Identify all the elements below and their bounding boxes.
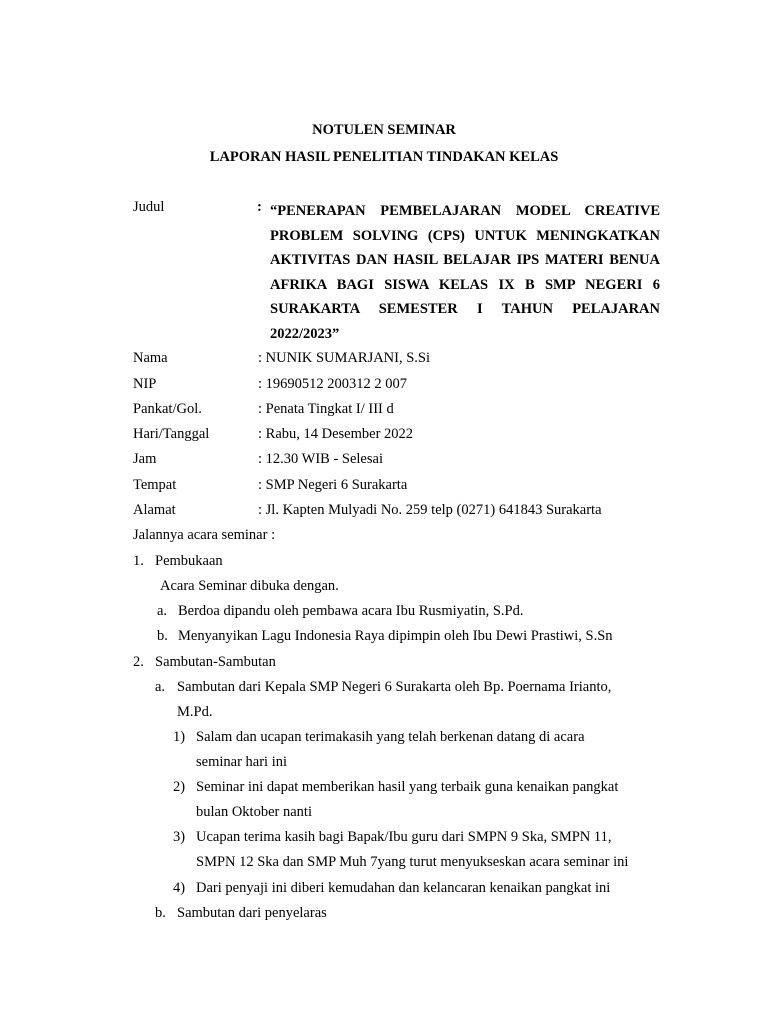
section-2-b-letter: b. [155,905,166,921]
info-value-tempat: : SMP Negeri 6 Surakarta [258,477,408,493]
section-1-number: 1. [133,553,144,569]
sub-item-4-line1: Dari penyaji ini diberi kemudahan dan kelancaran kenaikan pangkat ini [196,880,611,896]
document-title: NOTULEN SEMINAR [312,122,456,138]
section-2-a-line1: Sambutan dari Kepala SMP Negeri 6 Surakarta oleh Bp. Poernama Irianto, [177,679,612,695]
judul-label: Judul [133,199,165,215]
judul-separator: : [257,199,262,215]
sub-item-1-number: 1) [173,729,186,745]
sub-item-1-line2: seminar hari ini [196,754,288,770]
info-label-alamat: Alamat [133,502,176,518]
section-1-a-letter: a. [157,603,168,619]
info-value-nama: : NUNIK SUMARJANI, S.Si [258,350,431,366]
sub-item-2-number: 2) [173,779,186,795]
info-label-hari-tanggal: Hari/Tanggal [133,426,210,442]
section-2-a-line2: M.Pd. [177,704,213,720]
section-2-a-letter: a. [155,679,166,695]
section-2-number: 2. [133,654,144,670]
sub-item-1-line1: Salam dan ucapan terimakasih yang telah berkenan datang di acara [196,729,585,745]
info-label-pangkat: Pankat/Gol. [133,401,202,417]
sub-item-3-number: 3) [173,829,186,845]
judul-text: “PENERAPAN PEMBELAJARAN MODEL CREATIVE PROBLEM SOLVING (CPS) UNTUK MENINGKATKAN AKTIVITAS DAN HASIL BELAJAR IPS MATERI BENUA AFRIKA BAGI SISWA KELAS IX B SMP NEGERI 6 SURAKARTA SEMESTER I TAHUN PELAJARAN 2022/2023” [270,203,660,342]
info-label-jam: Jam [133,451,157,467]
sub-item-2-line1: Seminar ini dapat memberikan hasil yang terbaik guna kenaikan pangkat [196,779,619,795]
info-label-nip: NIP [133,376,157,392]
sub-item-3-line2: SMPN 12 Ska dan SMP Muh 7yang turut menyukseskan acara seminar ini [196,854,629,870]
section-1-title: Pembukaan [155,553,223,569]
section-2-title: Sambutan-Sambutan [155,654,276,670]
section-1-b-text: Menyanyikan Lagu Indonesia Raya dipimpin oleh Ibu Dewi Prastiwi, S.Sn [178,628,613,644]
section-2-b-text: Sambutan dari penyelaras [177,905,327,921]
info-value-alamat: : Jl. Kapten Mulyadi No. 259 telp (0271) 641843 Surakarta [258,502,602,518]
sub-item-3-line1: Ucapan terima kasih bagi Bapak/Ibu guru dari SMPN 9 Ska, SMPN 11, [196,829,612,845]
section-1-a-text: Berdoa dipandu oleh pembawa acara Ibu Rusmiyatin, S.Pd. [178,603,524,619]
info-value-jam: : 12.30 WIB - Selesai [258,451,383,467]
info-value-hari-tanggal: : Rabu, 14 Desember 2022 [258,426,414,442]
info-value-nip: : 19690512 200312 2 007 [258,376,408,392]
info-value-pangkat: : Penata Tingkat I/ III d [258,401,394,417]
info-label-tempat: Tempat [133,477,177,493]
document-subtitle: LAPORAN HASIL PENELITIAN TINDAKAN KELAS [209,149,559,165]
section-1-desc: Acara Seminar dibuka dengan. [160,578,339,594]
sub-item-2-line2: bulan Oktober nanti [196,804,312,820]
section-1-b-letter: b. [157,628,168,644]
acara-intro: Jalannya acara seminar : [133,527,276,543]
info-label-nama: Nama [133,350,168,366]
sub-item-4-number: 4) [173,880,186,896]
